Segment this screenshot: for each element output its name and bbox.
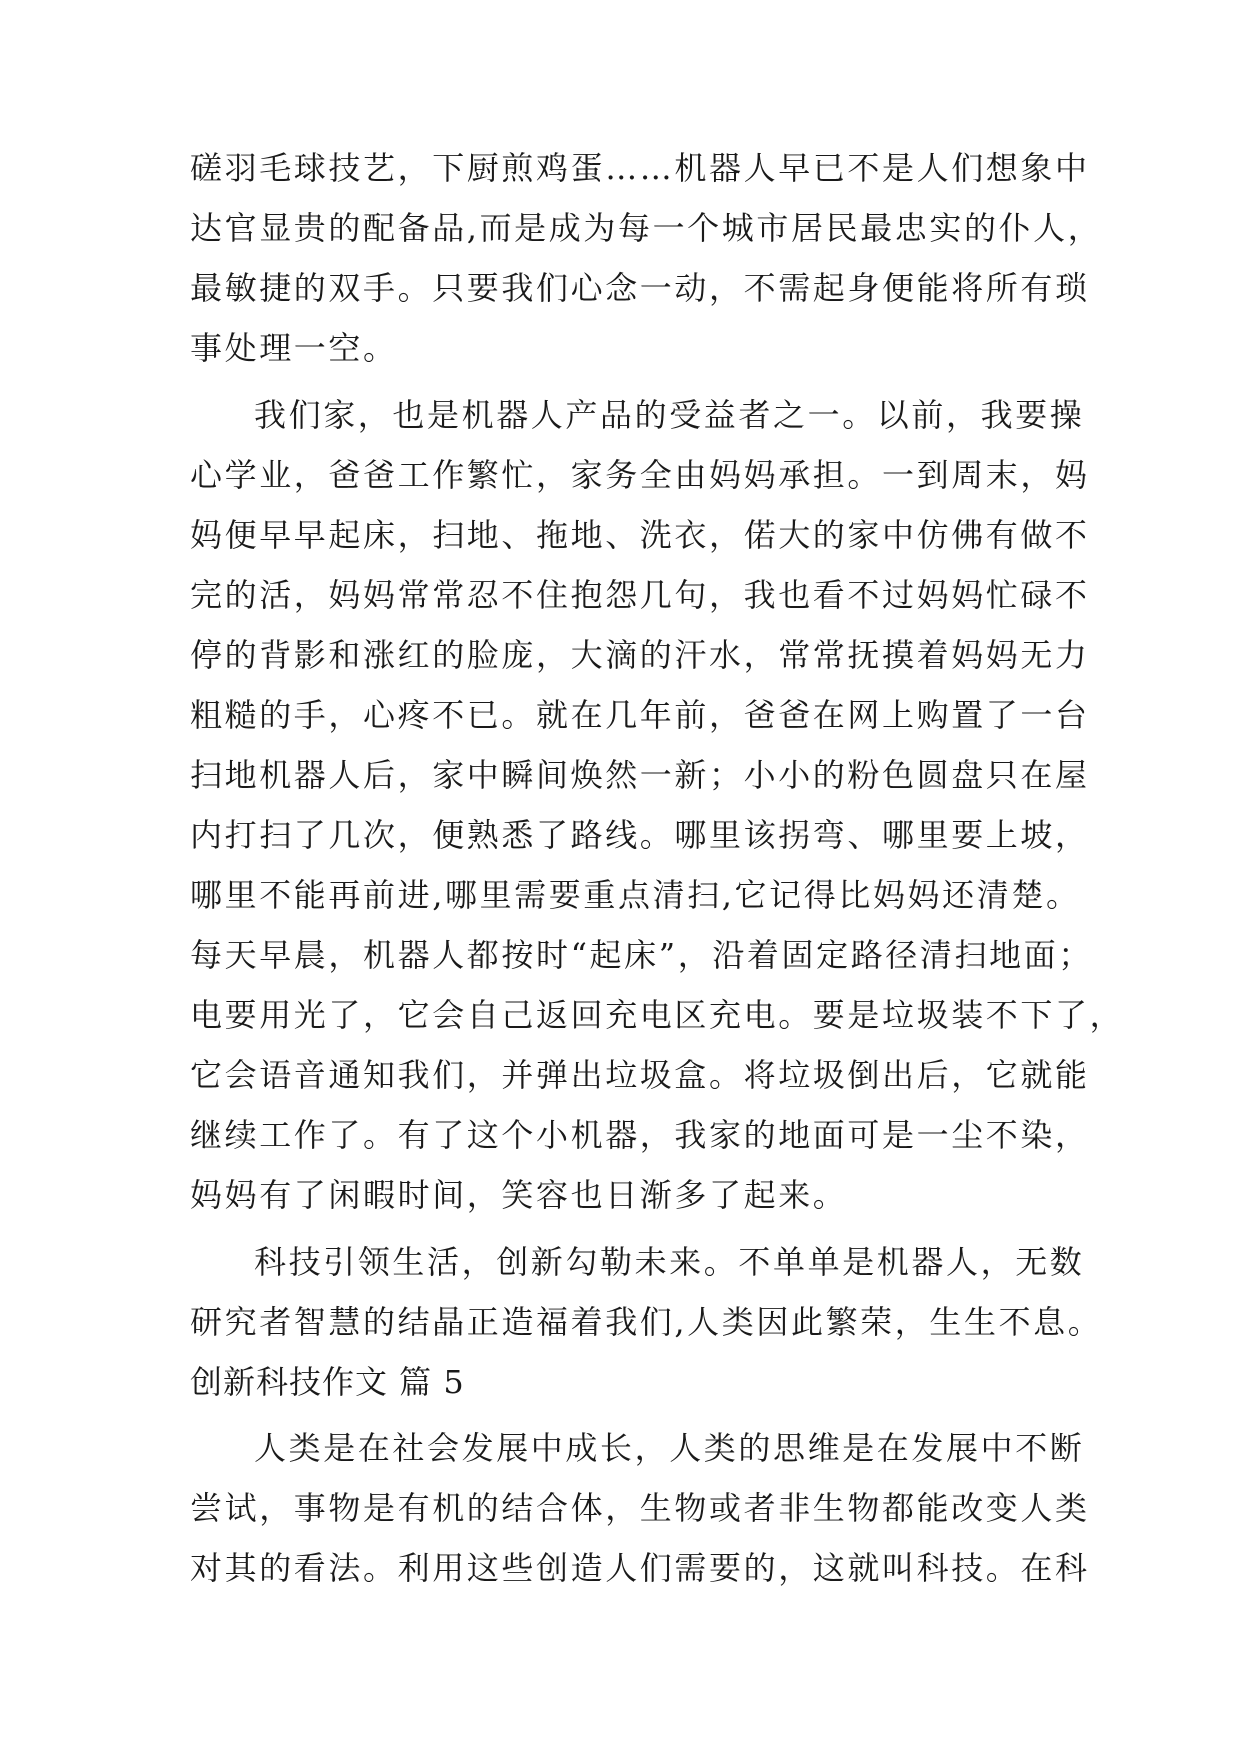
- text-line: 尝试，事物是有机的结合体，生物或者非生物都能改变人类: [190, 1489, 1090, 1527]
- text-line: 完的活，妈妈常常忍不住抱怨几句，我也看不过妈妈忙碌不: [190, 576, 1090, 614]
- text-line: 达官显贵的配备品,而是成为每一个城市居民最忠实的仆人，: [190, 209, 1103, 247]
- text-line: 妈便早早起床，扫地、拖地、洗衣，偌大的家中仿佛有做不: [190, 516, 1090, 554]
- text-line: 继续工作了。有了这个小机器，我家的地面可是一尘不染，: [190, 1116, 1090, 1154]
- paragraph-first-line: 科技引领生活，创新勾勒未来。不单单是机器人，无数: [254, 1243, 1085, 1281]
- text-line: 粗糙的手，心疼不已。就在几年前，爸爸在网上购置了一台: [190, 696, 1090, 734]
- text-line: 它会语音通知我们，并弹出垃圾盒。将垃圾倒出后，它就能: [190, 1056, 1090, 1094]
- text-line: 最敏捷的双手。只要我们心念一动，不需起身便能将所有琐: [190, 269, 1090, 307]
- text-line: 电要用光了，它会自己返回充电区充电。要是垃圾装不下了，: [190, 996, 1125, 1034]
- text-line: 磋羽毛球技艺，下厨煎鸡蛋……机器人早已不是人们想象中: [190, 149, 1090, 187]
- text-line: 研究者智慧的结晶正造福着我们,人类因此繁荣，生生不息。: [190, 1303, 1103, 1341]
- text-line: 对其的看法。利用这些创造人们需要的，这就叫科技。在科: [190, 1549, 1090, 1587]
- paragraph-first-line: 人类是在社会发展中成长，人类的思维是在发展中不断: [254, 1429, 1085, 1467]
- text-line: 内打扫了几次，便熟悉了路线。哪里该拐弯、哪里要上坡，: [190, 816, 1090, 854]
- paragraph-first-line: 我们家，也是机器人产品的受益者之一。以前，我要操: [254, 396, 1085, 434]
- text-line: 妈妈有了闲暇时间，笑容也日渐多了起来。: [190, 1176, 848, 1214]
- text-line: 每天早晨，机器人都按时“起床”，沿着固定路径清扫地面；: [190, 936, 1093, 974]
- text-line: 哪里不能再前进,哪里需要重点清扫,它记得比妈妈还清楚。: [190, 876, 1081, 914]
- text-line: 扫地机器人后，家中瞬间焕然一新；小小的粉色圆盘只在屋: [190, 756, 1090, 794]
- text-line: 事处理一空。: [190, 329, 398, 367]
- section-heading: 创新科技作文 篇 5: [190, 1363, 465, 1401]
- text-line: 心学业，爸爸工作繁忙，家务全由妈妈承担。一到周末，妈: [190, 456, 1090, 494]
- text-line: 停的背影和涨红的脸庞，大滴的汗水，常常抚摸着妈妈无力: [190, 636, 1090, 674]
